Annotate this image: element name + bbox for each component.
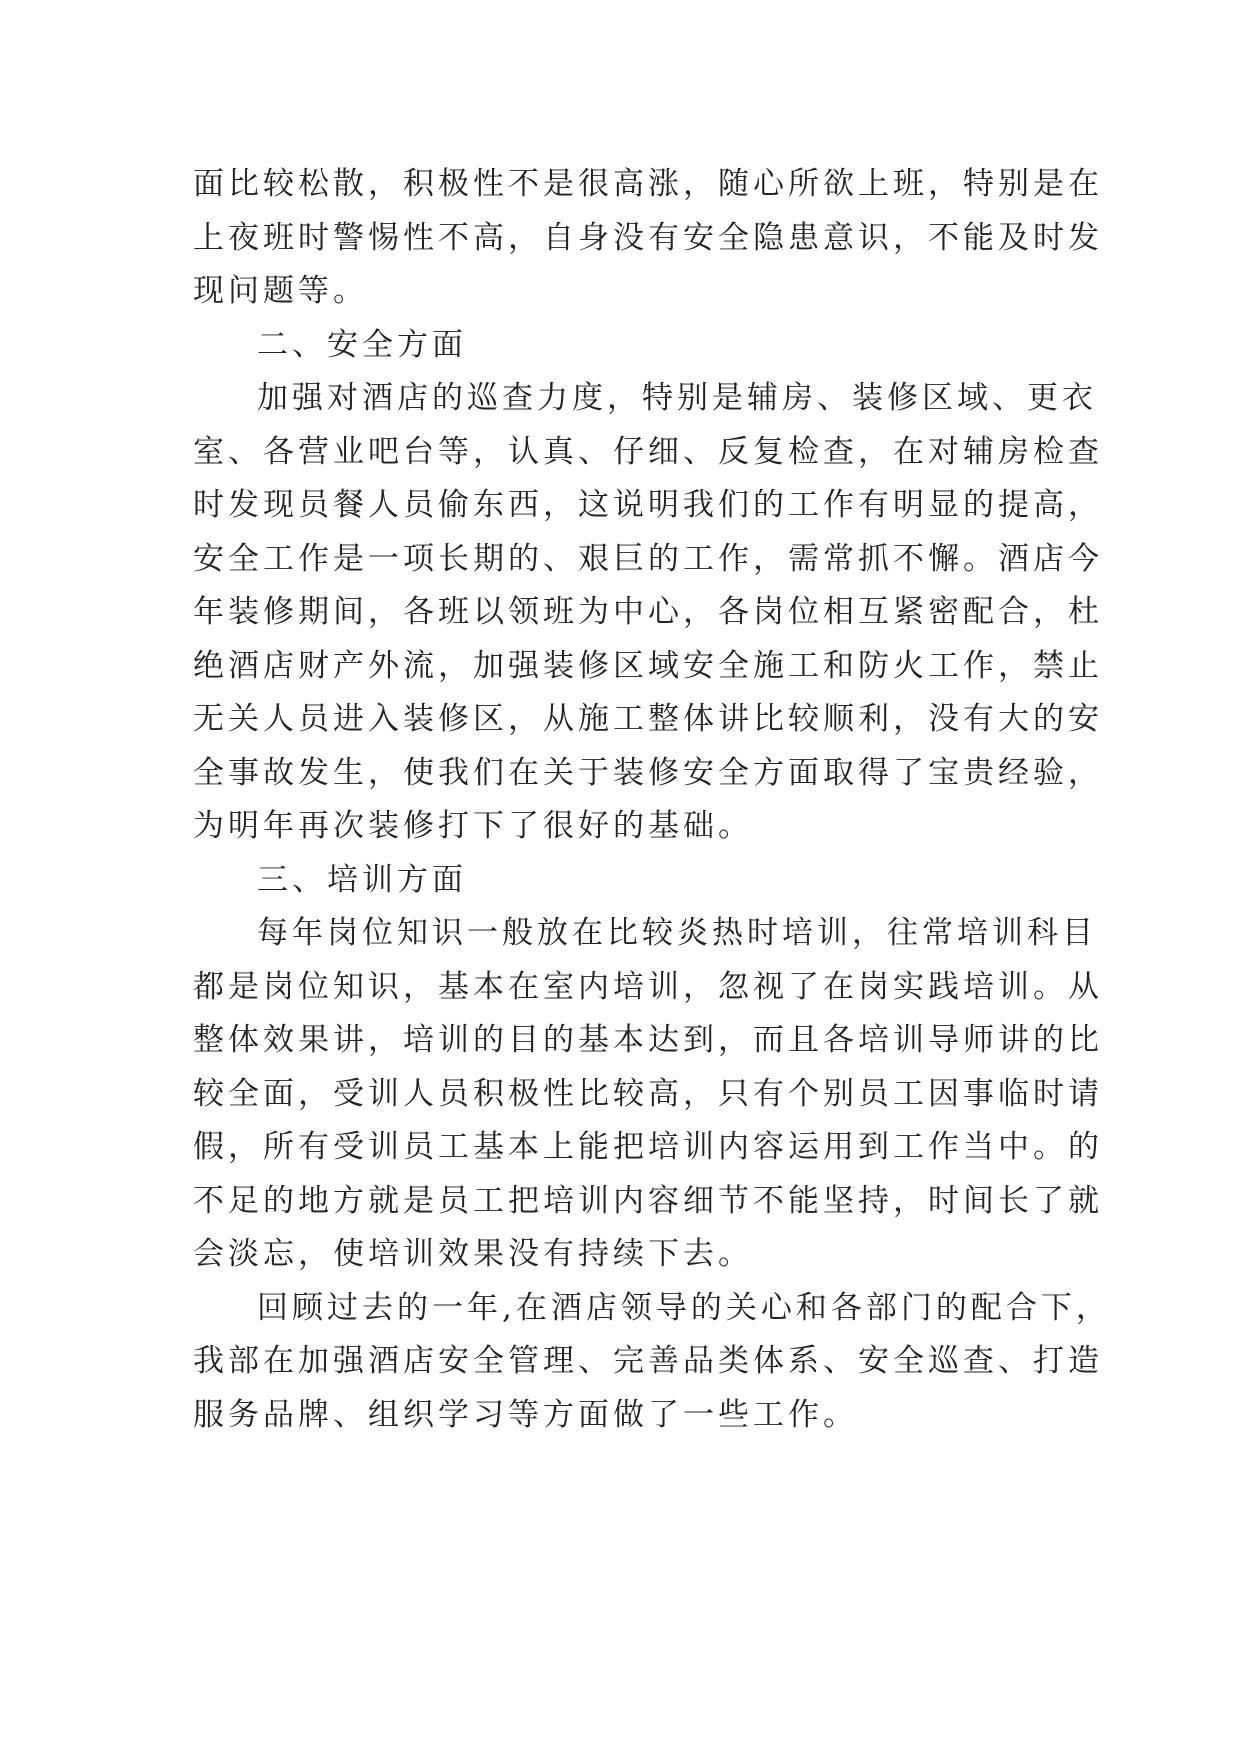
text-line: 三、培训方面: [257, 861, 467, 898]
text-line: 绝酒店财产外流，加强装修区域安全施工和防火工作，禁止: [193, 647, 1103, 684]
text-line: 整体效果讲，培训的目的基本达到，而且各培训导师讲的比: [193, 1022, 1103, 1058]
text-line: 不足的地方就是员工把培训内容细节不能坚持，时间长了就: [193, 1182, 1103, 1219]
text-line: 服务品牌、组织学习等方面做了一些工作。: [193, 1396, 858, 1433]
text-line: 全事故发生，使我们在关于装修安全方面取得了宝贵经验，: [193, 754, 1103, 791]
text-line: 每年岗位知识一般放在比较炎热时培训，往常培训科目: [257, 915, 1097, 951]
text-line: 我部在加强酒店安全管理、完善品类体系、安全巡查、打造: [193, 1343, 1103, 1379]
text-line: 年装修期间，各班以领班为中心，各岗位相互紧密配合，杜: [193, 594, 1103, 630]
text-line: 为明年再次装修打下了很好的基础。: [193, 808, 753, 844]
text-line: 较全面，受训人员积极性比较高，只有个别员工因事临时请: [193, 1075, 1103, 1112]
text-line: 室、各营业吧台等，认真、仔细、反复检查，在对辅房检查: [193, 433, 1103, 470]
document-body: [193, 158, 1111, 1442]
text-line: 时发现员餐人员偷东西，这说明我们的工作有明显的提高，: [193, 487, 1103, 523]
text-line: 上夜班时警惕性不高，自身没有安全隐患意识，不能及时发: [193, 219, 1103, 256]
text-line: 会淡忘，使培训效果没有持续下去。: [193, 1236, 753, 1272]
text-line: 二、安全方面: [257, 326, 467, 363]
text-line: 假，所有受训员工基本上能把培训内容运用到工作当中。的: [193, 1129, 1103, 1165]
text-line: 无关人员进入装修区，从施工整体讲比较顺利，没有大的安: [193, 701, 1103, 737]
text-line: 现问题等。: [193, 273, 368, 309]
text-line: 回顾过去的一年,在酒店领导的关心和各部门的配合下，: [257, 1289, 1111, 1326]
text-line: 加强对酒店的巡查力度，特别是辅房、装修区域、更衣: [257, 380, 1097, 416]
text-line: 安全工作是一项长期的、艰巨的工作，需常抓不懈。酒店今: [193, 540, 1103, 577]
text-line: 面比较松散，积极性不是很高涨，随心所欲上班，特别是在: [193, 166, 1103, 202]
text-line: 都是岗位知识，基本在室内培训，忽视了在岗实践培训。从: [193, 968, 1103, 1005]
